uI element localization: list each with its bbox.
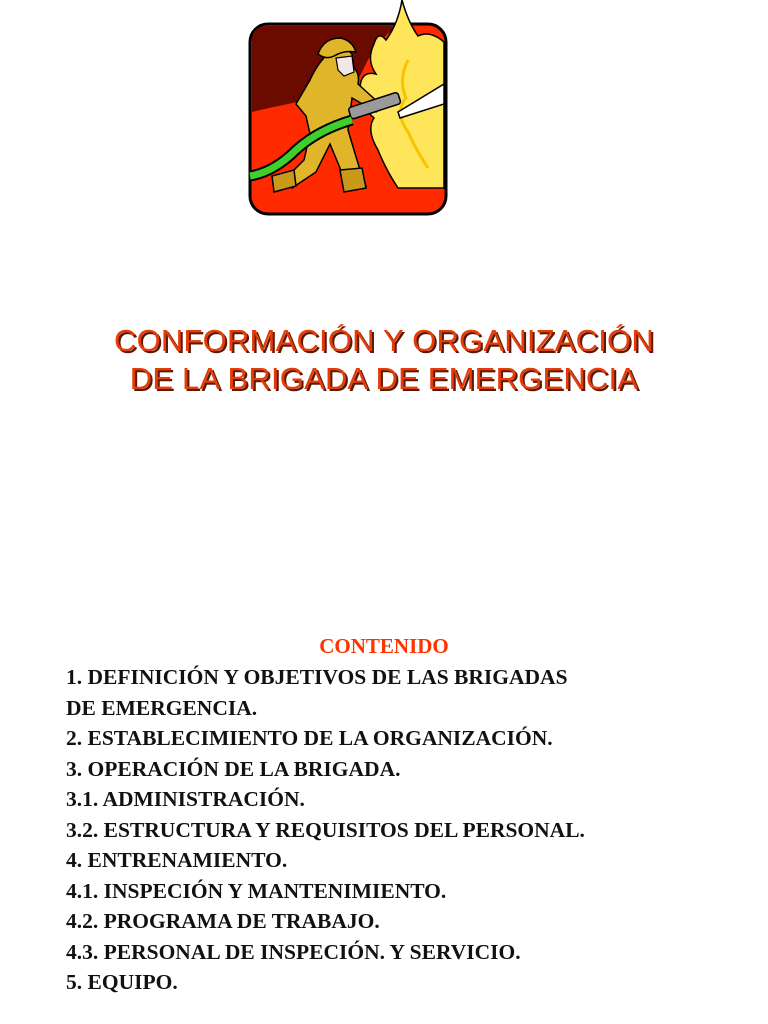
table-of-contents xyxy=(66,632,726,998)
firefighter-logo-icon xyxy=(248,0,448,216)
list-item: 4.3. PERSONAL DE INSPECIÓN. Y SERVICIO. xyxy=(66,939,521,964)
list-item: 4.1. INSPECIÓN Y MANTENIMIENTO. xyxy=(66,878,447,903)
list-item: 2. ESTABLECIMIENTO DE LA ORGANIZACIÓN. xyxy=(66,726,553,750)
contents-heading: CONTENIDO xyxy=(319,634,449,658)
title-line-2: DE LA BRIGADA DE EMERGENCIA xyxy=(129,361,639,396)
list-item: 1. DEFINICIÓN Y OBJETIVOS DE LAS BRIGADAS xyxy=(66,665,568,689)
list-item: 3.1. ADMINISTRACIÓN. xyxy=(66,787,305,811)
list-item: 3. OPERACIÓN DE LA BRIGADA. xyxy=(66,756,401,781)
contents-list xyxy=(66,662,726,998)
list-item: 3.2. ESTRUCTURA Y REQUISITOS DEL PERSONAL. xyxy=(66,817,585,842)
list-item: 5. EQUIPO. xyxy=(66,970,178,994)
document-title xyxy=(0,322,768,398)
list-item: 4. ENTRENAMIENTO. xyxy=(66,848,288,872)
title-line-1: CONFORMACIÓN Y ORGANIZACIÓN xyxy=(114,323,654,358)
list-item: DE EMERGENCIA. xyxy=(66,695,258,720)
list-item: 4.2. PROGRAMA DE TRABAJO. xyxy=(66,909,380,933)
